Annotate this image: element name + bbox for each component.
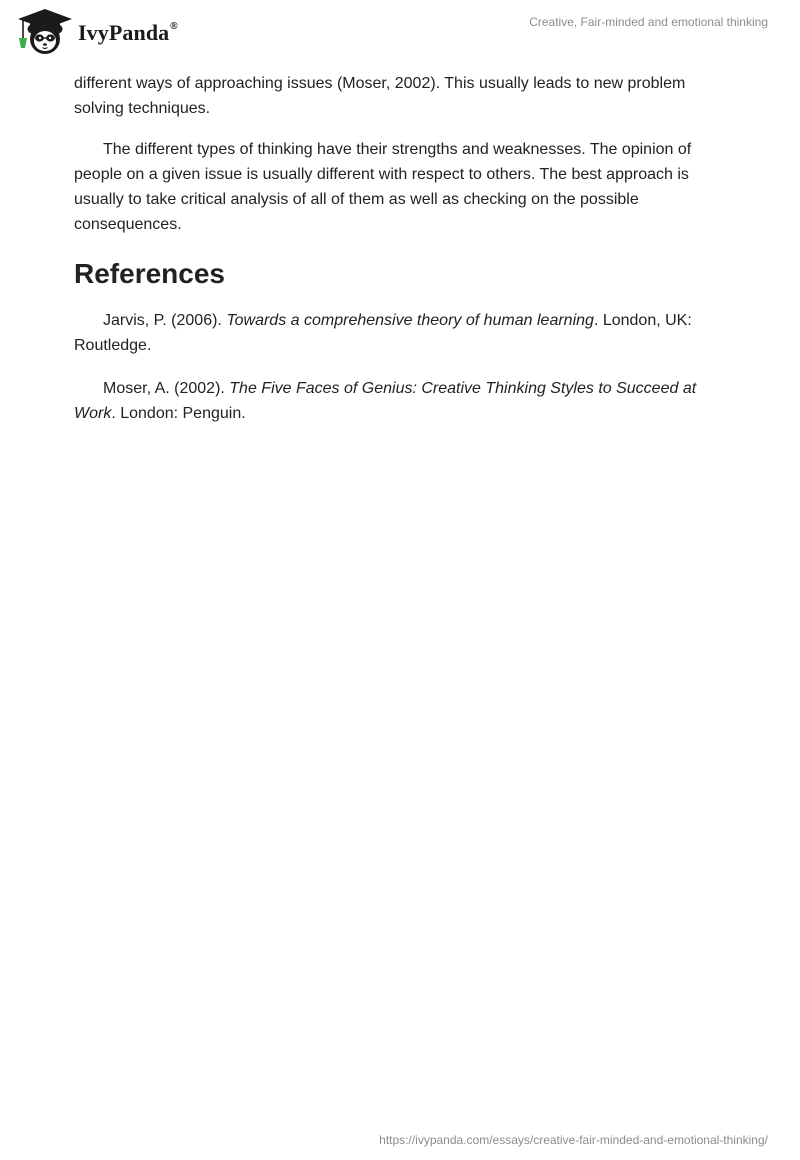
reference-author-year: Moser, A. (2002). — [103, 380, 230, 397]
document-title: Creative, Fair-minded and emotional thinking — [529, 15, 768, 29]
essay-content — [74, 71, 730, 426]
reference-title: Towards a comprehensive theory of human learning — [226, 312, 594, 329]
reference-publisher: . London, UK: Routledge. — [74, 312, 692, 354]
page-header — [0, 0, 800, 64]
body-paragraph: different ways of approaching issues (Moser, 2002). This usually leads to new problem solving techniques. — [74, 75, 686, 117]
panda-graduate-logo-icon — [14, 8, 76, 56]
registered-mark: ® — [170, 20, 178, 32]
reference-author-year: Jarvis, P. (2006). — [103, 312, 227, 329]
reference-item — [74, 376, 730, 426]
reference-title: The Five Faces of Genius: Creative Thinking Styles to Succeed at Work — [74, 380, 697, 422]
ivypanda-logo[interactable] — [14, 8, 178, 56]
source-url-link[interactable]: https://ivypanda.com/essays/creative-fair-minded-and-emotional-thinking/ — [379, 1133, 768, 1147]
logo-text: IvyPanda — [78, 20, 170, 45]
logo-wordmark — [78, 20, 178, 46]
reference-list — [74, 308, 730, 426]
reference-item — [74, 308, 730, 358]
reference-publisher: . London: Penguin. — [111, 405, 246, 422]
references-heading: References — [74, 258, 225, 289]
body-paragraph: The different types of thinking have their strengths and weaknesses. The opinion of people on a given issue is usually different with respect to others. The best approach is usually to take critical analysis of all of them as well as checking on the possible consequences. — [74, 141, 692, 233]
